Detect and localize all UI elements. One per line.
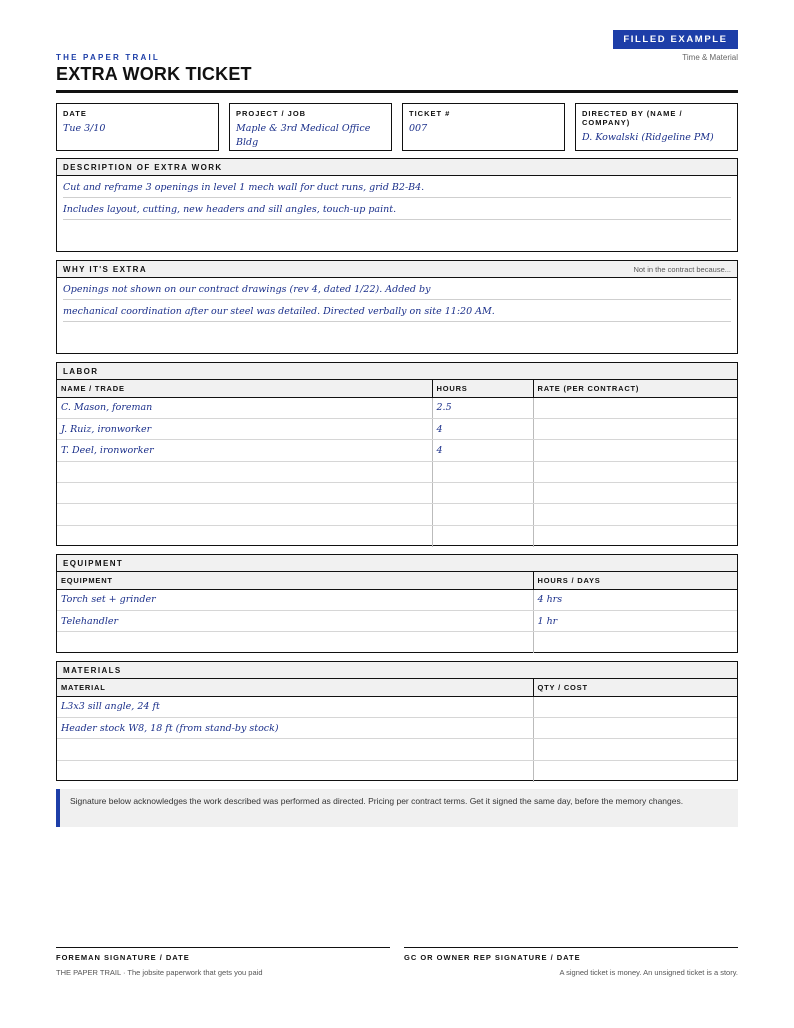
labor-rate-cell[interactable] <box>533 525 737 546</box>
table-row <box>57 525 737 546</box>
labor-name-cell[interactable]: J. Ruiz, ironworker <box>57 418 432 439</box>
directed-by-field[interactable] <box>575 103 738 151</box>
equipment-section <box>56 554 738 653</box>
labor-label: LABOR <box>63 366 99 376</box>
table-row <box>57 739 737 760</box>
description-label: DESCRIPTION OF EXTRA WORK <box>63 162 223 172</box>
labor-col-rate: RATE (PER CONTRACT) <box>533 380 737 397</box>
title-rule <box>56 90 738 93</box>
labor-name-cell[interactable]: T. Deel, ironworker <box>57 440 432 461</box>
table-row <box>57 589 737 610</box>
why-extra-line[interactable] <box>63 322 731 344</box>
labor-name-cell[interactable] <box>57 461 432 482</box>
foreman-signature-line[interactable]: FOREMAN SIGNATURE / DATE <box>56 947 390 962</box>
description-section <box>56 158 738 252</box>
equipment-label: EQUIPMENT <box>63 558 124 568</box>
why-extra-label: WHY IT'S EXTRA <box>63 264 148 274</box>
date-field[interactable] <box>56 103 219 151</box>
labor-header <box>57 363 737 380</box>
why-extra-line[interactable]: Openings not shown on our contract drawings (rev 4, dated 1/22). Added by <box>63 278 731 300</box>
why-extra-header <box>57 261 737 278</box>
description-line[interactable] <box>63 220 731 242</box>
table-row <box>57 632 737 653</box>
equipment-hours-cell[interactable]: 4 hrs <box>533 589 737 610</box>
description-line[interactable]: Includes layout, cutting, new headers and sill angles, touch-up paint. <box>63 198 731 220</box>
material-qty-cell[interactable] <box>533 739 737 760</box>
material-qty-cell[interactable] <box>533 696 737 717</box>
table-row <box>57 717 737 738</box>
labor-rate-cell[interactable] <box>533 397 737 418</box>
materials-label: MATERIALS <box>63 665 122 675</box>
labor-col-hours: HOURS <box>432 380 533 397</box>
labor-name-cell[interactable] <box>57 504 432 525</box>
why-extra-note: Not in the contract because... <box>633 264 731 274</box>
materials-header <box>57 662 737 679</box>
table-row <box>57 418 737 439</box>
material-name-cell[interactable] <box>57 739 533 760</box>
labor-name-cell[interactable] <box>57 525 432 546</box>
labor-name-cell[interactable] <box>57 483 432 504</box>
ticket-label: TICKET # <box>409 109 451 118</box>
table-row <box>57 397 737 418</box>
project-label: PROJECT / JOB <box>236 109 307 118</box>
material-qty-cell[interactable] <box>533 717 737 738</box>
signature-note: Signature below acknowledges the work described was performed as directed. Pricing per contract terms. Get it signed the same day, before the memory changes. <box>56 789 738 827</box>
equipment-name-cell[interactable] <box>57 632 533 653</box>
labor-hours-cell[interactable]: 4 <box>432 418 533 439</box>
equipment-name-cell[interactable]: Torch set + grinder <box>57 589 533 610</box>
table-row <box>57 760 737 781</box>
labor-rate-cell[interactable] <box>533 418 737 439</box>
gc-signature-line[interactable]: GC OR OWNER REP SIGNATURE / DATE <box>404 947 738 962</box>
page-title: EXTRA WORK TICKET <box>56 64 252 84</box>
materials-section <box>56 661 738 781</box>
labor-table <box>57 380 737 547</box>
table-row <box>57 504 737 525</box>
ticket-field[interactable] <box>402 103 565 151</box>
directed-by-label: DIRECTED BY (NAME / COMPANY) <box>582 109 683 127</box>
labor-rate-cell[interactable] <box>533 504 737 525</box>
material-name-cell[interactable]: Header stock W8, 18 ft (from stand-by stock) <box>57 717 533 738</box>
project-field[interactable] <box>229 103 392 151</box>
table-row <box>57 696 737 717</box>
labor-hours-cell[interactable]: 2.5 <box>432 397 533 418</box>
table-row <box>57 440 737 461</box>
table-row <box>57 483 737 504</box>
labor-rate-cell[interactable] <box>533 461 737 482</box>
labor-hours-cell[interactable] <box>432 504 533 525</box>
materials-table <box>57 679 737 782</box>
equipment-hours-cell[interactable]: 1 hr <box>533 610 737 631</box>
directed-by-value: D. Kowalski (Ridgeline PM) <box>582 132 714 143</box>
form-subtype: Time & Material <box>682 53 738 62</box>
material-name-cell[interactable]: L3x3 sill angle, 24 ft <box>57 696 533 717</box>
table-row <box>57 461 737 482</box>
footer-left: THE PAPER TRAIL · The jobsite paperwork that gets you paid <box>56 968 263 977</box>
materials-col-qty: QTY / COST <box>533 679 737 696</box>
equipment-col-hours: HOURS / DAYS <box>533 572 737 589</box>
equipment-hours-cell[interactable] <box>533 632 737 653</box>
materials-col-name: MATERIAL <box>57 679 533 696</box>
equipment-name-cell[interactable]: Telehandler <box>57 610 533 631</box>
brand-name: THE PAPER TRAIL <box>56 53 160 62</box>
material-name-cell[interactable] <box>57 760 533 781</box>
date-value: Tue 3/10 <box>63 123 106 134</box>
project-value: Maple & 3rd Medical Office Bldg <box>236 123 371 148</box>
why-extra-line[interactable]: mechanical coordination after our steel was detailed. Directed verbally on site 11:20 AM. <box>63 300 731 322</box>
labor-rate-cell[interactable] <box>533 440 737 461</box>
equipment-col-name: EQUIPMENT <box>57 572 533 589</box>
filled-example-badge: FILLED EXAMPLE <box>613 30 738 49</box>
labor-hours-cell[interactable] <box>432 461 533 482</box>
labor-hours-cell[interactable]: 4 <box>432 440 533 461</box>
ticket-value: 007 <box>409 123 428 134</box>
labor-col-name: NAME / TRADE <box>57 380 432 397</box>
date-label: DATE <box>63 109 87 118</box>
equipment-header <box>57 555 737 572</box>
description-line[interactable]: Cut and reframe 3 openings in level 1 mech wall for duct runs, grid B2-B4. <box>63 176 731 198</box>
footer-right: A signed ticket is money. An unsigned ticket is a story. <box>559 968 738 977</box>
labor-hours-cell[interactable] <box>432 525 533 546</box>
labor-rate-cell[interactable] <box>533 483 737 504</box>
labor-name-cell[interactable]: C. Mason, foreman <box>57 397 432 418</box>
labor-section <box>56 362 738 546</box>
material-qty-cell[interactable] <box>533 760 737 781</box>
labor-hours-cell[interactable] <box>432 483 533 504</box>
why-extra-section <box>56 260 738 354</box>
description-header <box>57 159 737 176</box>
equipment-table <box>57 572 737 653</box>
table-row <box>57 610 737 631</box>
